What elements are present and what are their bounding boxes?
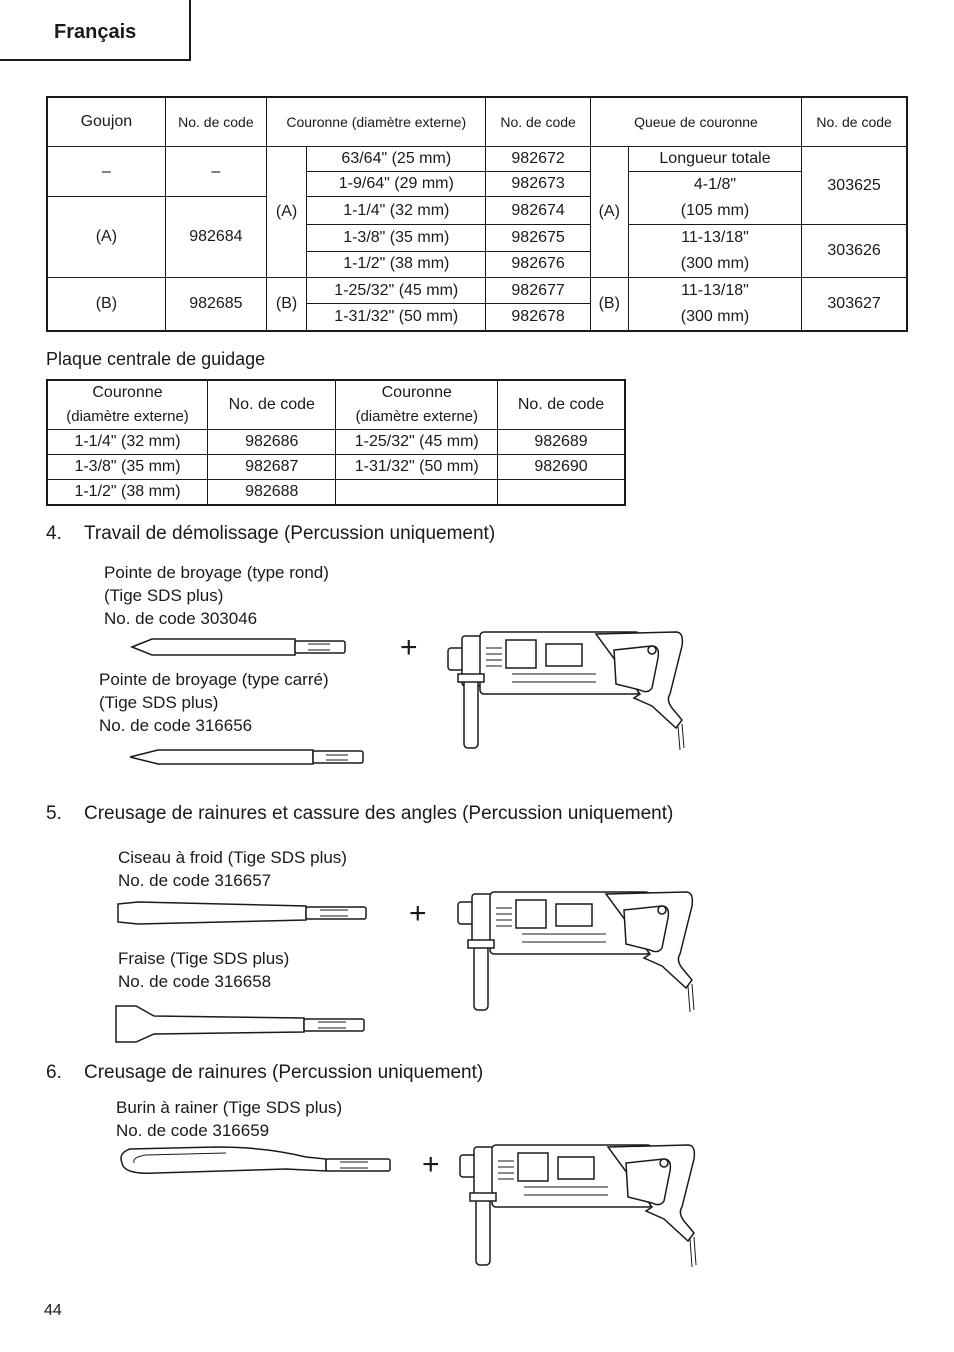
goujon-cell: (A) [47,197,165,278]
crown-code-cell: 982672 [486,147,590,172]
square-point-chisel-icon [128,748,368,766]
core-bit-table [46,96,908,332]
crown-code-cell: 982676 [486,251,590,278]
tool-label-cold-chisel [118,846,347,892]
section-number: 5. [46,803,62,824]
header-code: No. de code [208,380,336,430]
crown-size-cell: 1-3/8" (35 mm) [47,455,208,480]
shank-length-mm: (300 mm) [680,255,750,272]
language-tab [0,0,191,61]
shank-code-cell: 303626 [802,225,907,278]
cold-chisel-icon [116,900,372,926]
code-cell: 982688 [208,480,336,506]
code-cell: – [165,147,266,197]
guide-plate-table [46,379,626,506]
shank-code-cell: 303625 [802,147,907,225]
tool-label-scaling-chisel [118,947,289,993]
crown-code-cell: 982674 [486,197,590,225]
section-title: Creusage de rainures (Percussion uniquement) [84,1062,484,1083]
crown-size-cell: 1-1/4" (32 mm) [307,197,486,225]
shank-length-in: 4-1/8" [693,176,737,193]
crown-code-cell: 982673 [486,172,590,197]
header-crown-label: Couronne [381,384,452,401]
plus-sign: + [422,1148,440,1181]
tool-name: Pointe de broyage (type carré) [99,670,329,689]
plaque-title: Plaque centrale de guidage [46,349,266,369]
tool-label-square-point [99,668,329,737]
header-code: No. de code [165,97,266,147]
crown-size-cell: 1-1/2" (38 mm) [47,480,208,506]
scaling-chisel-icon [114,1004,372,1044]
header-code: No. de code [802,97,907,147]
code-cell: 982687 [208,455,336,480]
table-row [47,455,625,480]
crown-group-cell: (B) [267,278,307,332]
shank-length-in: 11-13/18" [681,282,749,299]
tool-code: No. de code 316656 [99,716,253,735]
section-number: 6. [46,1062,62,1083]
tool-label-grooving-chisel [116,1096,342,1142]
page-number: 44 [44,1302,62,1319]
code-cell: 982690 [498,455,625,480]
round-point-chisel-icon [130,636,350,658]
header-crown: Couronne (diamètre externe) [267,97,486,147]
crown-code-cell: 982678 [486,304,590,331]
tool-name: Fraise (Tige SDS plus) [118,949,290,968]
crown-code-cell: 982677 [486,278,590,304]
hammer-drill-icon [446,628,686,753]
tool-shank: (Tige SDS plus) [99,693,219,712]
crown-size-cell: 1-25/32" (45 mm) [336,430,498,455]
hammer-drill-icon [458,1143,698,1271]
code-cell: 982685 [165,278,266,332]
goujon-cell: (B) [47,278,165,332]
header-goujon: Goujon [47,97,165,147]
goujon-cell: – [47,147,165,197]
code-cell [498,480,625,506]
section-6-heading [46,1062,484,1084]
crown-size-cell: 1-3/8" (35 mm) [307,225,486,252]
table-row [47,430,625,455]
header-shank: Queue de couronne [590,97,801,147]
header-code: No. de code [486,97,590,147]
tool-shank: (Tige SDS plus) [104,586,224,605]
shank-group-cell: (B) [590,278,628,332]
table-row [47,480,625,506]
shank-code-cell: 303627 [802,278,907,332]
shank-length-mm: (300 mm) [680,308,750,325]
crown-group-cell: (A) [267,147,307,278]
shank-length-header: Longueur totale [628,147,801,172]
crown-size-cell: 1-1/4" (32 mm) [47,430,208,455]
code-cell: 982686 [208,430,336,455]
shank-length-in: 11-13/18" [681,229,749,246]
crown-size-cell: 63/64" (25 mm) [307,147,486,172]
shank-length-cell [628,278,801,332]
section-5-heading [46,803,674,825]
crown-size-cell: 1-9/64" (29 mm) [307,172,486,197]
section-title: Creusage de rainures et cassure des angles (Percussion uniquement) [84,803,674,824]
code-cell: 982689 [498,430,625,455]
table-row [47,147,907,172]
header-crown-sub: (diamètre externe) [66,408,189,425]
tool-name: Pointe de broyage (type rond) [104,563,329,582]
header-crown [336,380,498,430]
crown-size-cell: 1-25/32" (45 mm) [307,278,486,304]
tool-code: No. de code 316657 [118,871,272,890]
tool-code: No. de code 303046 [104,609,258,628]
section-number: 4. [46,523,62,544]
header-crown-sub: (diamètre externe) [355,408,479,425]
section-title: Travail de démolissage (Percussion uniquement) [84,523,496,544]
header-code: No. de code [498,380,625,430]
tool-name: Burin à rainer (Tige SDS plus) [116,1098,343,1117]
crown-code-cell: 982675 [486,225,590,252]
crown-size-cell: 1-1/2" (38 mm) [307,251,486,278]
language-label: Français [54,21,137,43]
grooving-chisel-icon [116,1143,396,1177]
table-header-row [47,97,907,147]
plus-sign: + [409,897,427,930]
hammer-drill-icon [456,890,696,1015]
tool-name: Ciseau à froid (Tige SDS plus) [118,848,347,867]
shank-length-mm: (105 mm) [680,202,750,219]
section-4-heading [46,523,496,545]
tool-code: No. de code 316658 [118,972,272,991]
shank-group-cell: (A) [590,147,628,278]
table-row [47,278,907,304]
tool-code: No. de code 316659 [116,1121,270,1140]
plus-sign: + [400,631,418,664]
code-cell: 982684 [165,197,266,278]
crown-size-cell: 1-31/32" (50 mm) [307,304,486,331]
crown-size-cell [336,480,498,506]
crown-size-cell: 1-31/32" (50 mm) [336,455,498,480]
table-header-row [47,380,625,430]
shank-length-cell [628,225,801,278]
header-crown-label: Couronne [92,384,163,401]
tool-label-round-point [104,561,329,630]
shank-length-cell [628,172,801,225]
header-crown [47,380,208,430]
